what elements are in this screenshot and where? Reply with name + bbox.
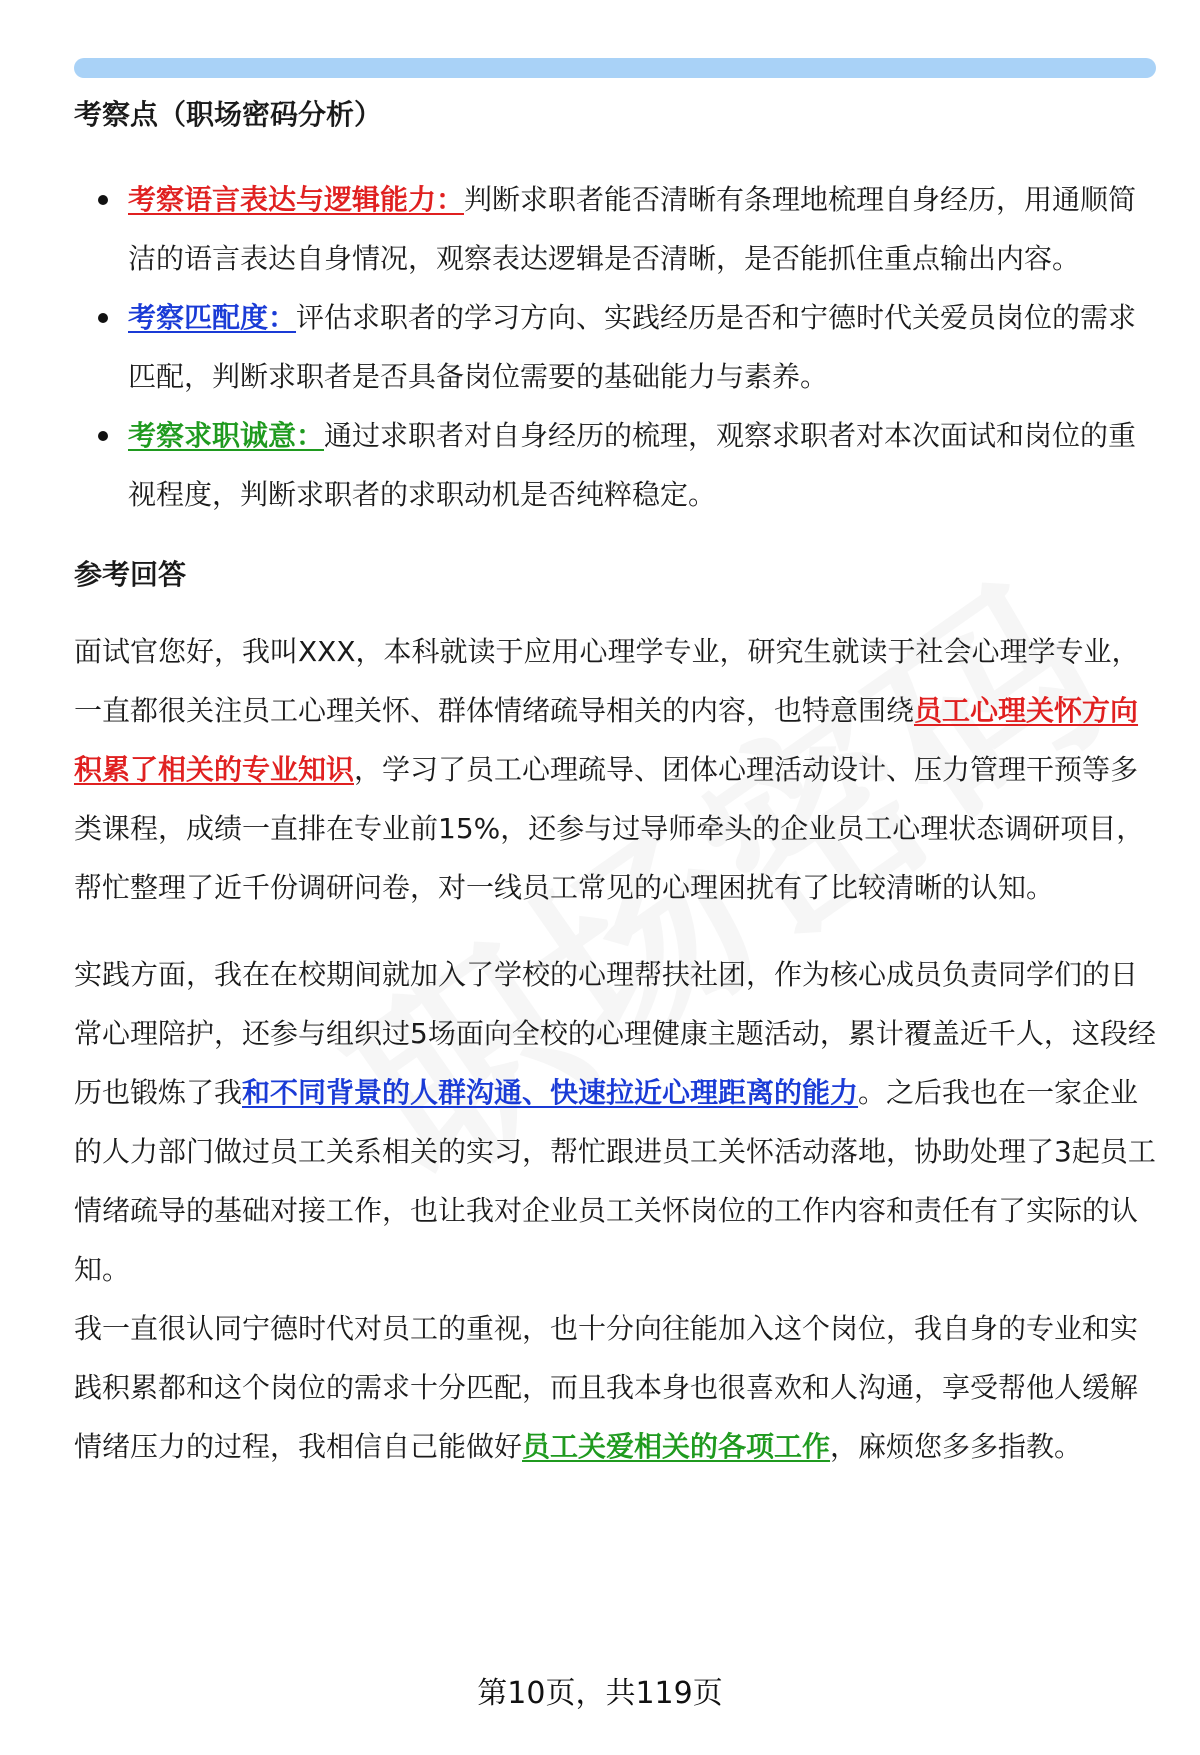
- highlight-text: 员工心理关怀方向积累了相关的专业知识: [74, 694, 1139, 786]
- page-number: 第10页，共119页: [477, 1676, 723, 1711]
- highlight-text: 和不同背景的人群沟通、快速拉近心理距离的能力: [242, 1076, 859, 1109]
- paragraph-text: ，麻烦您多多指教。: [830, 1430, 1083, 1463]
- key-points-list: [74, 170, 1156, 524]
- bullet-label: 考察语言表达与逻辑能力：: [128, 183, 465, 216]
- highlight-text: 员工关爱相关的各项工作: [522, 1430, 831, 1463]
- paragraph-text: 面试官您好，我叫XXX，本科就读于应用心理学专业，研究生就读于社会心理学专业，一直都很关注员工心理关怀、群体情绪疏导相关的内容，也特意围绕: [74, 635, 1140, 727]
- document-body: [74, 90, 1156, 1476]
- bullet-icon: [98, 313, 108, 323]
- bullet-icon: [98, 431, 108, 441]
- answer-paragraph: [74, 1299, 1156, 1476]
- list-item: [74, 170, 1156, 288]
- answer-paragraph: [74, 622, 1156, 917]
- list-item: [74, 406, 1156, 524]
- paragraph-text: 。之后我也在一家企业的人力部门做过员工关系相关的实习，帮忙跟进员工关怀活动落地，协助处理了3起员工情绪疏导的基础对接工作，也让我对企业员工关怀岗位的工作内容和责任有了实际的认知。: [74, 1076, 1156, 1286]
- bullet-icon: [98, 195, 108, 205]
- bullet-label: 考察求职诚意：: [128, 419, 325, 452]
- list-item: [74, 288, 1156, 406]
- paragraph-text: 实践方面，我在在校期间就加入了学校的心理帮扶社团，作为核心成员负责同学们的日常心理陪护，还参与组织过5场面向全校的心理健康主题活动，累计覆盖近千人，这段经历也锻炼了我: [74, 958, 1156, 1109]
- bullet-text: 评估求职者的学习方向、实践经历是否和宁德时代关爱员岗位的需求匹配，判断求职者是否具备岗位需要的基础能力与素养。: [128, 301, 1137, 393]
- bullet-label: 考察匹配度：: [128, 301, 297, 334]
- bullet-text: 判断求职者能否清晰有条理地梳理自身经历，用通顺简洁的语言表达自身情况，观察表达逻辑是否清晰，是否能抓住重点输出内容。: [128, 183, 1137, 275]
- answer-paragraph: [74, 945, 1156, 1299]
- bullet-text: 通过求职者对自身经历的梳理，观察求职者对本次面试和岗位的重视程度，判断求职者的求职动机是否纯粹稳定。: [128, 419, 1137, 511]
- section-title-key-points: 考察点（职场密码分析）: [74, 98, 383, 131]
- section-title-reference-answer: 参考回答: [74, 558, 187, 591]
- header-accent-bar: [74, 58, 1156, 78]
- paragraph-text: 我一直很认同宁德时代对员工的重视，也十分向往能加入这个岗位，我自身的专业和实践积累都和这个岗位的需求十分匹配，而且我本身也很喜欢和人沟通，享受帮他人缓解情绪压力的过程，我相信自己能做好: [74, 1312, 1139, 1463]
- paragraph-text: ，学习了员工心理疏导、团体心理活动设计、压力管理干预等多类课程，成绩一直排在专业前15%，还参与过导师牵头的企业员工心理状态调研项目，帮忙整理了近千份调研问卷，对一线员工常见的心理困扰有了比较清晰的认知。: [74, 753, 1145, 904]
